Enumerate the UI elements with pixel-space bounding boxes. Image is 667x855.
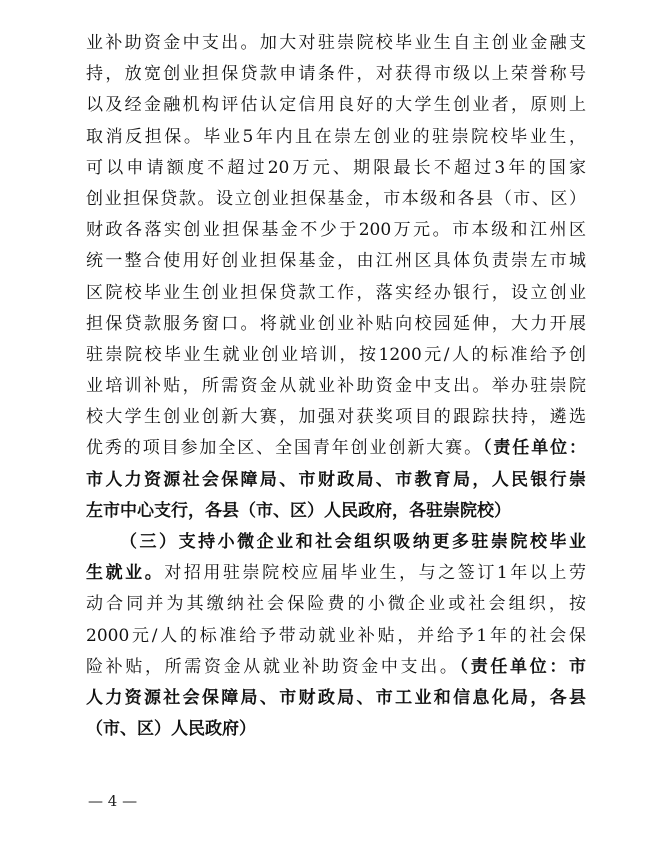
section-3-line-1-text: 对招用驻崇院校应届毕业生，与之签订1年以上劳 [164, 563, 587, 584]
text-line-8: 统一整合使用好创业担保基金，由江州区具体负责崇左市城 [86, 251, 586, 272]
section-3-heading-end: 生就业。 [86, 563, 165, 584]
text-line-14-normal: 优秀的项目参加全区、全国青年创业创新大赛。 [86, 438, 483, 459]
section-3-line-3: 2000元/人的标准给予带动就业补贴，并给予1年的社会保 [86, 625, 586, 646]
page-number: — 4 — [88, 792, 138, 810]
responsible-units-line-1: 市人力资源社会保障局、市财政局、市教育局，人民银行崇 [86, 469, 586, 490]
section-3-responsible-units-2: （市、区）人民政府） [86, 719, 256, 740]
text-line-6: 创业担保贷款。设立创业担保基金，市本级和各县（市、区） [86, 188, 586, 209]
text-line-5: 可以申请额度不超过20万元、期限最长不超过3年的国家 [86, 157, 586, 178]
text-line-7: 财政各落实创业担保基金不少于200万元。市本级和江州区 [86, 220, 586, 241]
text-line-3: 以及经金融机构评估认定信用良好的大学生创业者，原则上 [86, 95, 586, 116]
text-line-9: 区院校毕业生创业担保贷款工作，落实经办银行，设立创业 [86, 282, 586, 303]
text-line-13: 校大学生创业创新大赛，加强对获奖项目的跟踪扶持，遴选 [86, 407, 586, 428]
text-line-1: 业补助资金中支出。加大对驻崇院校毕业生自主创业金融支 [86, 33, 586, 53]
text-line-4: 取消反担保。毕业5年内且在崇左创业的驻崇院校毕业生， [86, 126, 586, 147]
section-3-line-4 [86, 652, 586, 683]
responsibility-label: （责任单位： [482, 438, 587, 459]
section-3-responsible-units-1: 人力资源社会保障局、市财政局、市工业和信息化局，各县 [86, 687, 586, 708]
section-3-line-4-normal: 险补贴，所需资金从就业补助资金中支出。 [86, 656, 460, 677]
section-3-line-1 [86, 558, 586, 589]
section-3-line-2: 动合同并为其缴纳社会保险费的小微企业或社会组织，按 [86, 594, 586, 615]
text-line-10: 担保贷款服务窗口。将就业创业补贴向校园延伸，大力开展 [86, 313, 586, 334]
body-text [86, 28, 586, 745]
responsible-units-line-2: 左市中心支行，各县（市、区）人民政府，各驻崇院校） [86, 500, 511, 521]
text-line-11: 驻崇院校毕业生就业创业培训，按1200元/人的标准给予创 [86, 344, 586, 365]
text-line-12: 业培训补贴，所需资金从就业补助资金中支出。举办驻崇院 [86, 376, 586, 397]
text-line-2: 持，放宽创业担保贷款申请条件，对获得市级以上荣誉称号 [86, 64, 586, 85]
section-3-responsibility-label: （责任单位：市 [459, 656, 587, 677]
text-line-14 [86, 433, 586, 464]
section-3-heading: （三）支持小微企业和社会组织吸纳更多驻崇院校毕业 [120, 532, 586, 552]
